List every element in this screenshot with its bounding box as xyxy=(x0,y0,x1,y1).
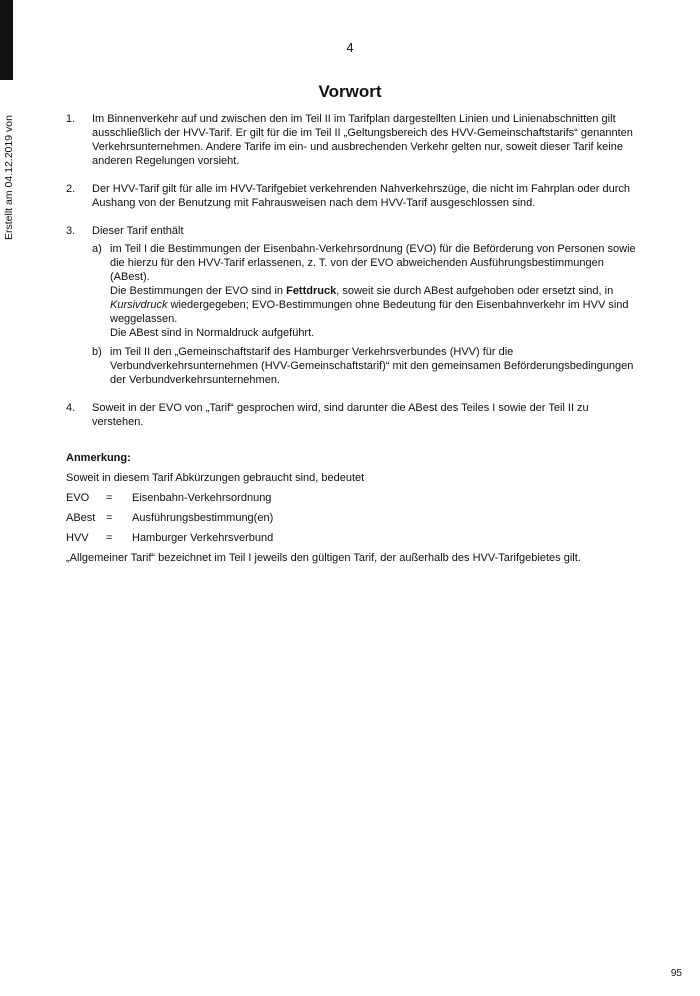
italic-term: Kursivdruck xyxy=(110,299,168,311)
list-item-4 xyxy=(66,401,636,429)
page-number: 4 xyxy=(346,40,354,55)
footer-page-number: 95 xyxy=(670,968,682,979)
item-text: Der HVV-Tarif gilt für alle im HVV-Tarifgebiet verkehrenden Nahverkehrszüge, die nicht im Fahrplan oder durch Aushang von der Benutzung mit Fahrausweisen nach dem HVV-Tarif ausgeschlossen sind. xyxy=(92,183,631,209)
note-intro: Soweit in diesem Tarif Abkürzungen gebraucht sind, bedeutet xyxy=(66,472,365,484)
list-item-3 xyxy=(66,224,636,387)
sub-item-label: a) xyxy=(92,243,102,255)
sub-item-text: im Teil II den „Gemeinschaftstarif des Hamburger Verkehrsverbundes (HVV) für die Verbundverkehrsunternehmen (HVV-Gemeinschaftstarif)“ mit den gemeinsamen Beförderungsbedingungen der Verbundverkehrsunternehmen. xyxy=(110,346,634,386)
item-number: 4. xyxy=(66,402,76,414)
item-number: 3. xyxy=(66,225,76,237)
sub-item-label: b) xyxy=(92,346,102,358)
item-number: 1. xyxy=(66,113,76,125)
item-text: Dieser Tarif enthält xyxy=(92,225,184,237)
item-text: Im Binnenverkehr auf und zwischen den im Teil II im Tarifplan dargestellten Linien und Linienabschnitten gilt ausschließlich der HVV-Tarif. Er gilt für die im Teil II „Geltungsbereich des HVV-Gemeinschaftstarifs“ genannten Verkehrsunternehmen. Andere Tarife im ein- und ausbrechenden Verkehr gelten nur, soweit dieser Tarif keine anderen Regelungen vorsieht. xyxy=(92,113,633,167)
document-body xyxy=(66,112,636,571)
sub-item-formatting-note: Die Bestimmungen der EVO sind in Fettdruck, soweit sie durch ABest aufgehoben oder ersetzt sind, in Kursivdruck wiedergegeben; EVO-Bestimmungen ohne Bedeutung für den Eisenbahnverkehr im HVV sind weggelassen. xyxy=(110,285,629,325)
creation-stamp-text: Erstellt am 04.12.2019 von xyxy=(3,115,15,240)
sub-item-a xyxy=(92,242,636,340)
abbreviation-row: EVO = Eisenbahn-Verkehrsordnung xyxy=(66,492,272,504)
abbreviation-row: HVV = Hamburger Verkehrsverbund xyxy=(66,532,274,544)
list-item-1 xyxy=(66,112,636,168)
sub-item-text: Die ABest sind in Normaldruck aufgeführt. xyxy=(110,327,315,339)
note-closing: „Allgemeiner Tarif“ bezeichnet im Teil I jeweils den gültigen Tarif, der außerhalb des HVV-Tarifgebietes gilt. xyxy=(66,552,581,564)
list-item-2 xyxy=(66,182,636,210)
sub-item-text: im Teil I die Bestimmungen der Eisenbahn-Verkehrsordnung (EVO) für die Beförderung von Personen sowie die hierzu für den HVV-Tarif erlassenen, z. T. von der EVO abweichenden Ausführungsbestimmungen (ABest). xyxy=(110,243,636,283)
note-heading: Anmerkung: xyxy=(66,452,131,464)
sub-item-b xyxy=(92,345,636,387)
page-title: Vorwort xyxy=(318,82,382,101)
bold-term: Fettdruck xyxy=(286,285,337,297)
item-text: Soweit in der EVO von „Tarif“ gesprochen wird, sind darunter die ABest des Teiles I sowie der Teil II zu verstehen. xyxy=(92,402,589,428)
abbreviation-row: ABest = Ausführungsbestimmung(en) xyxy=(66,512,274,524)
item-number: 2. xyxy=(66,183,76,195)
